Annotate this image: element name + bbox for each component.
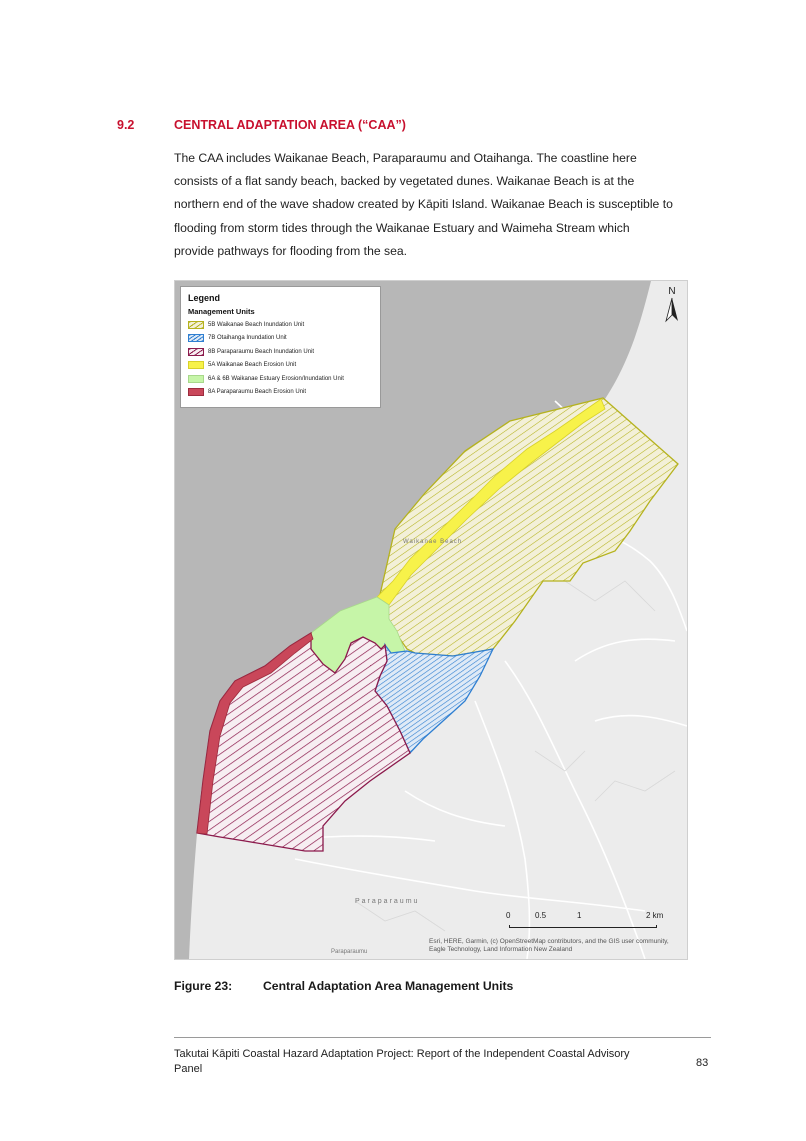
north-arrow	[663, 287, 681, 323]
page-number: 83	[696, 1057, 709, 1069]
legend-label: 8A Paraparaumu Beach Erosion Unit	[208, 389, 307, 396]
legend-item	[188, 386, 373, 400]
paragraph-line: northern end of the wave shadow created by Kāpiti Island. Waikanae Beach is susceptible to	[174, 197, 673, 212]
legend-label: 5A Waikanae Beach Erosion Unit	[208, 362, 297, 369]
paragraph-line: consists of a flat sandy beach, backed by vegetated dunes. Waikanae Beach is at the	[174, 174, 635, 189]
legend-swatch	[188, 375, 204, 383]
legend-swatch	[188, 321, 204, 329]
management-units-map	[174, 280, 688, 960]
north-label: N	[668, 286, 676, 297]
map-attribution: Esri, HERE, Garmin, (c) OpenStreetMap contributors, and the GIS user community, Eagle Technology, Land Information New Zealand	[429, 938, 669, 953]
paragraph-line: provide pathways for flooding from the sea.	[174, 243, 408, 258]
north-arrow-icon	[663, 297, 681, 323]
footer-divider	[174, 1037, 711, 1038]
section-title: CENTRAL ADAPTATION AREA (“CAA”)	[174, 118, 406, 132]
footer-text: Takutai Kāpiti Coastal Hazard Adaptation Project: Report of the Independent Coastal Advisory Panel	[174, 1048, 630, 1075]
map-place-paraparaumu: Paraparaumu	[355, 898, 420, 905]
paragraph-line: The CAA includes Waikanae Beach, Paraparaumu and Otaihanga. The coastline here	[174, 151, 637, 165]
legend-item	[188, 372, 373, 386]
legend-item	[188, 318, 373, 332]
scale-label: 0	[506, 911, 511, 920]
map-place-waikanae-beach: Waikanae Beach	[403, 539, 463, 545]
legend-label: 7B Otaihanga Inundation Unit	[208, 335, 287, 342]
scale-bar	[505, 911, 665, 937]
legend-swatch	[188, 334, 204, 342]
scale-line	[509, 925, 657, 928]
scale-label: 1	[577, 911, 582, 920]
legend-title: Legend	[188, 293, 221, 303]
body-paragraph	[174, 147, 719, 263]
legend-label: 8B Paraparaumu Beach Inundation Unit	[208, 348, 315, 355]
legend-subtitle: Management Units	[188, 307, 255, 316]
scale-label: 2 km	[646, 911, 664, 920]
scale-label: 0.5	[535, 911, 547, 920]
legend-label: 5B Waikanae Beach Inundation Unit	[208, 321, 305, 328]
map-legend	[180, 286, 381, 408]
legend-item	[188, 345, 373, 359]
section-number: 9.2	[117, 118, 135, 132]
legend-swatch	[188, 361, 204, 369]
legend-label: 6A & 6B Waikanae Estuary Erosion/Inundation Unit	[208, 375, 344, 382]
legend-swatch	[188, 348, 204, 356]
map-place-paraparaumu-small: Paraparaumu	[331, 949, 368, 955]
figure-label: Figure 23:	[174, 979, 233, 993]
figure-title: Central Adaptation Area Management Units	[263, 979, 514, 993]
paragraph-line: flooding from storm tides through the Waikanae Estuary and Waimeha Stream which	[174, 220, 630, 235]
legend-item	[188, 359, 373, 373]
legend-item	[188, 332, 373, 346]
legend-swatch	[188, 388, 204, 396]
